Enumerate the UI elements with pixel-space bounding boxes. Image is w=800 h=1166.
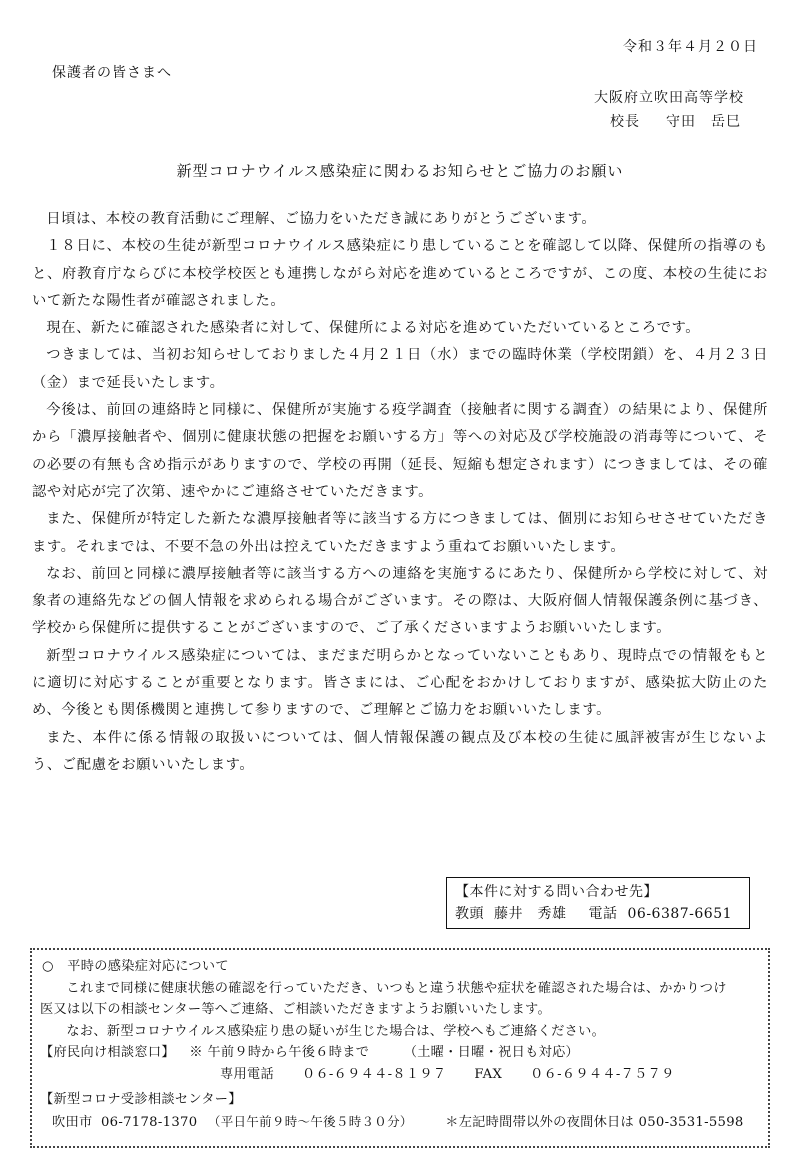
paragraph: 現在、新たに確認された感染者に対して、保健所による対応を進めていただいているところです。: [46, 320, 701, 337]
notice-line: 医又は以下の相談センター等へご連絡、ご相談いただきますようお願いいたします。: [40, 1002, 551, 1017]
consult-fax-label: FAX: [474, 1066, 503, 1082]
consult-phone-row: [40, 1064, 760, 1086]
paragraph: １８日に、本校の生徒が新型コロナウイルス感染症にり患していることを確認して以降、保健所の指導のもと、府教育庁ならびに本校学校医とも連携しながら対応を進めているところですが、この度、本校の生徒において新たな陽性者が確認されました。: [32, 238, 768, 309]
consult-phone-label: 専用電話: [220, 1066, 274, 1082]
consult-hours: ※ 午前９時から午後６時まで: [189, 1045, 370, 1060]
principal-name: 守田 岳巳: [666, 114, 741, 130]
consult-fax: ０６-６９４４-７５７９: [530, 1066, 675, 1082]
paragraph: なお、前回と同様に濃厚接触者等に該当する方への連絡を実施するにあたり、保健所から学校に対して、対象者の連絡先などの個人情報を求められる場合がございます。その際は、大阪府個人情報保護条例に基づき、学校から保健所に提供することがございますので、ご了承くださいますようお願いいたします。: [32, 565, 768, 637]
principal-line: [594, 110, 744, 134]
after-hours-note: ＊左記時間帯以外の夜間休日は 050-3531-5598: [445, 1114, 744, 1130]
consult-days: （土曜・日曜・祝日も対応）: [403, 1045, 580, 1060]
notice-heading: ○ 平時の感染症対応について: [42, 959, 229, 974]
consult-label: 【府民向け相談窓口】: [40, 1045, 175, 1060]
paragraph: 今後は、前回の連絡時と同様に、保健所が実施する疫学調査（接触者に関する調査）の結果により、保健所から「濃厚接触者や、個別に健康状態の把握をお願いする方」等への対応及び学校施設の消毒等について、その必要の有無も含め指示がありますので、学校の再開（延長、短縮も想定されます）につきましては、その確認や対応が完了次第、速やかにご連絡させていただきます。: [32, 402, 768, 500]
contact-phone: 06-6387-6651: [627, 906, 733, 922]
letter-body: [32, 206, 768, 779]
letter-date: 令和３年４月２０日: [623, 39, 758, 55]
document-title: 新型コロナウイルス感染症に関わるお知らせとご協力のお願い: [176, 162, 624, 180]
notice-line: なお、新型コロナウイルス感染症り患の疑いが生じた場合は、学校へもご連絡ください。: [66, 1023, 606, 1039]
paragraph: 新型コロナウイルス感染症については、まだまだ明らかとなっていないこともあり、現時点での情報をもとに適切に対応することが重要となります。皆さまには、ご心配をおかけしておりますが、感染拡大防止のため、今後とも関係機関と連携して参りますので、ご理解とご協力をお願いいたします。: [32, 647, 768, 719]
center-phone: 06-7178-1370: [100, 1114, 198, 1130]
paragraph: また、保健所が特定した新たな濃厚接触者等に該当する方につきましては、個別にお知らせさせていただきます。それまでは、不要不急の外出は控えていただきますよう重ねてお願いいたします。: [32, 511, 768, 555]
contact-role: 教頭: [455, 906, 484, 922]
notice-line: これまで同様に健康状態の確認を行っていただき、いつもと違う状態や症状を確認された場合は、かかりつけ: [66, 980, 727, 996]
center-row: [40, 1111, 760, 1134]
paragraph: また、本件に係る情報の取扱いについては、個人情報保護の観点及び本校の生徒に風評被害が生じないよう、ご配慮をお願いいたします。: [32, 729, 768, 773]
contact-phone-label: 電話: [588, 906, 618, 922]
paragraph: つきましては、当初お知らせしておりました４月２１日（水）までの臨時休業（学校閉鎖）を、４月２３日（金）まで延長いたします。: [32, 347, 768, 391]
consult-row: [40, 1042, 760, 1064]
contact-row: [455, 903, 741, 925]
paragraph: 日頃は、本校の教育活動にご理解、ご協力をいただき誠にありがとうございます。: [46, 211, 597, 227]
contact-name: 藤井 秀雄: [494, 906, 567, 922]
contact-heading: 【本件に対する問い合わせ先】: [455, 884, 658, 900]
sender-block: [594, 86, 744, 134]
notice-box: [30, 948, 770, 1148]
principal-title: 校長: [610, 114, 640, 130]
school-name: 大阪府立吹田高等学校: [594, 90, 744, 106]
center-hours: （平日午前９時～午後５時３０分）: [207, 1113, 413, 1129]
addressee: 保護者の皆さまへ: [52, 65, 172, 81]
contact-box: [446, 877, 750, 929]
consult-phone: ０６-６９４４-８１９７: [301, 1066, 447, 1082]
center-city: 吹田市: [52, 1114, 93, 1130]
center-label: 【新型コロナ受診相談センター】: [40, 1092, 242, 1107]
